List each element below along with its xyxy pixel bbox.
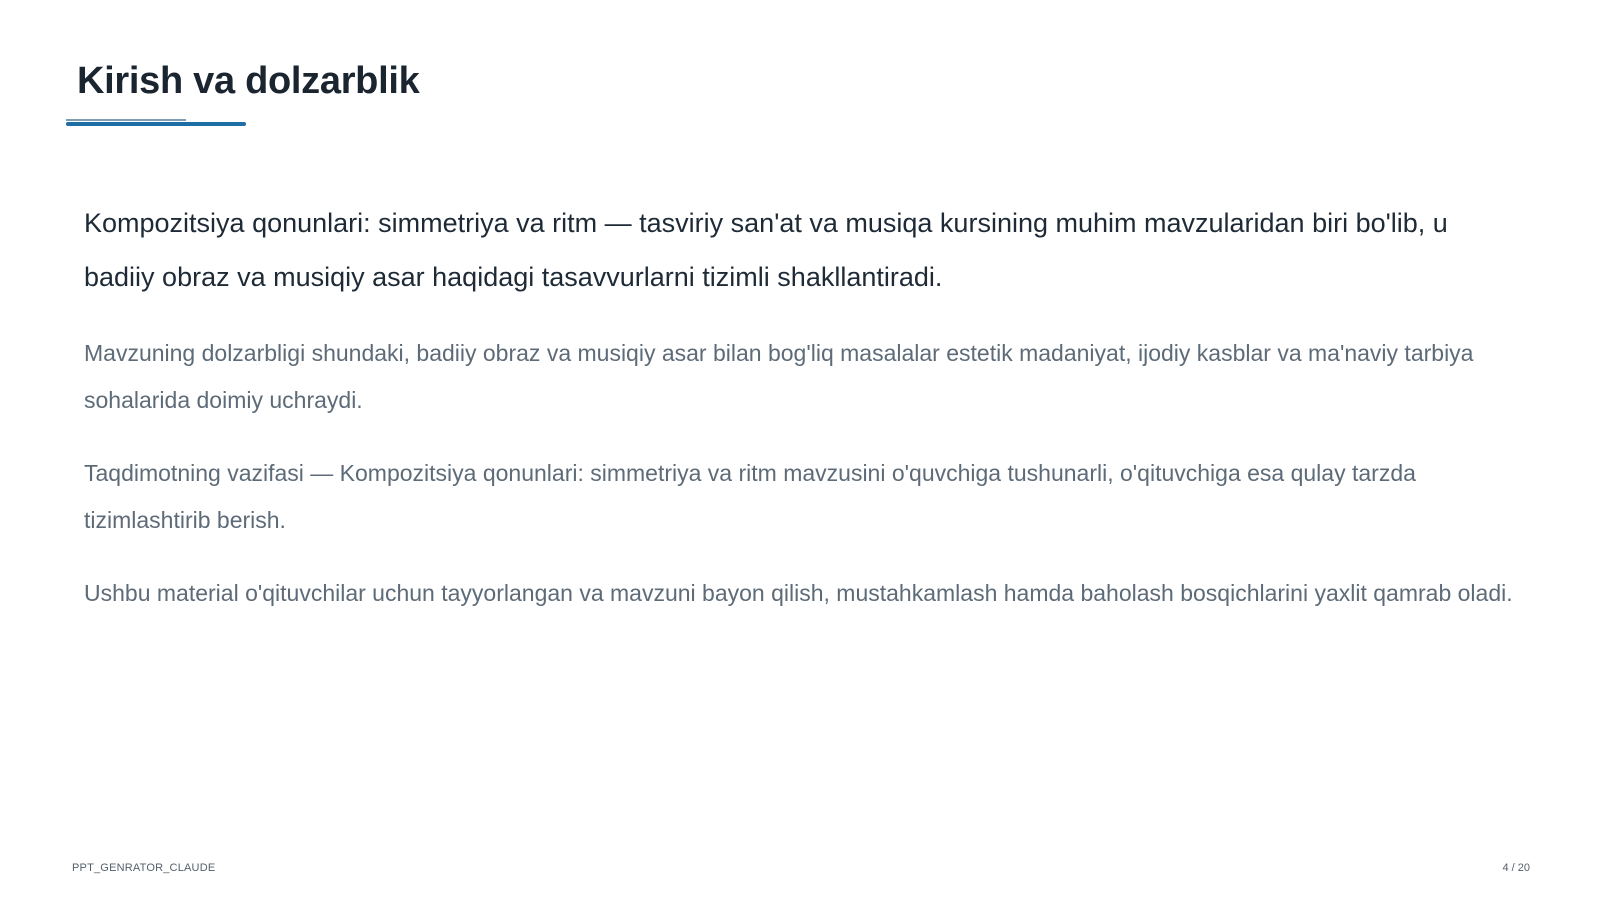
title-underline-shade [66,119,186,121]
slide-title: Kirish va dolzarblik [77,60,420,102]
footer-brand: PPT_GENRATOR_CLAUDE [72,862,216,874]
slide-content [84,196,1524,643]
body-paragraph-relevance: Mavzuning dolzarbligi shundaki, badiiy obraz va musiqiy asar bilan bog'liq masalalar estetik madaniyat, ijodiy kasblar va ma'naviy tarbiya sohalarida doimiy uchraydi. [84,340,1474,413]
lead-paragraph: Kompozitsiya qonunlari: simmetriya va ritm — tasviriy san'at va musiqa kursining muhim mavzularidan biri bo'lib, u badiiy obraz va musiqiy asar haqidagi tasavvurlarni tizimli shakllantiradi. [84,208,1448,292]
title-underline [66,122,246,126]
page-number: 4 / 20 [1502,862,1530,874]
body-paragraph-audience: Ushbu material o'qituvchilar uchun tayyorlangan va mavzuni bayon qilish, mustahkamlash hamda baholash bosqichlarini yaxlit qamrab oladi. [84,580,1513,606]
body-paragraph-task: Taqdimotning vazifasi — Kompozitsiya qonunlari: simmetriya va ritm mavzusini o'quvchiga tushunarli, o'qituvchiga esa qulay tarzda tizimlashtirib berish. [84,460,1416,533]
